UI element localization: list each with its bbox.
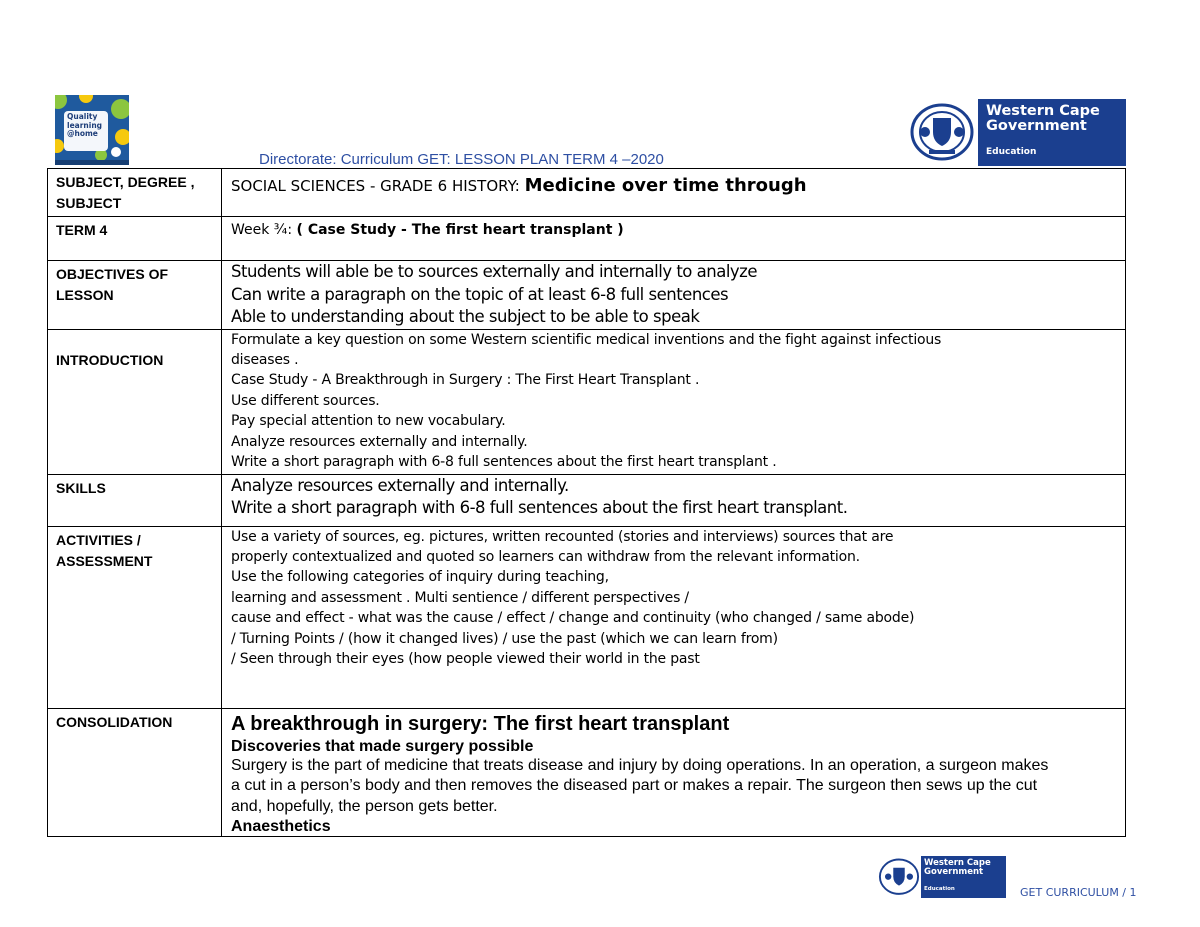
footer-wcg-crest (877, 856, 921, 898)
wcg-logo-name (986, 104, 1100, 134)
row-subject (48, 169, 1126, 217)
footer-coat-of-arms-icon (878, 857, 920, 897)
consolidation-body-line: Surgery is the part of medicine that treats disease and injury by doing operations. In an operation, a surgeon makes (231, 756, 1049, 774)
cell-subject (222, 169, 1126, 217)
cell-introduction (222, 329, 1126, 474)
consolidation-body-line: and, hopefully, the person gets better. (231, 797, 498, 815)
label-subject: SUBJECT, DEGREE , SUBJECT (48, 169, 222, 217)
lesson-plan-table (47, 168, 1126, 837)
intro-line: diseases . (231, 351, 299, 368)
activity-line: Use a variety of sources, eg. pictures, written recounted (stories and interviews) sources that are (231, 528, 894, 545)
wcg-line2: Government (986, 118, 1087, 134)
objective-line: Can write a paragraph on the topic of at least 6-8 full sentences (231, 284, 729, 304)
intro-line: Write a short paragraph with 6-8 full sentences about the first heart transplant . (231, 453, 777, 470)
activity-line: Use the following categories of inquiry during teaching, (231, 569, 609, 586)
row-term (48, 217, 1126, 261)
label-introduction: INTRODUCTION (48, 329, 222, 474)
term-week: Week ¾: (231, 222, 297, 238)
skill-line: Write a short paragraph with 6-8 full sentences about the first heart transplant. (231, 498, 848, 517)
intro-line: Case Study - A Breakthrough in Surgery : The First Heart Transplant . (231, 372, 700, 389)
activity-line: cause and effect - what was the cause / effect / change and continuity (who changed / same abode) (231, 610, 915, 627)
label-skills: SKILLS (48, 474, 222, 526)
footer-wcg-logo (877, 856, 1006, 898)
cell-consolidation (222, 708, 1126, 837)
subject-prefix: SOCIAL SCIENCES - GRADE 6 HISTORY: (231, 177, 525, 195)
wcg-logo-sub: Education (986, 147, 1037, 157)
activity-line: properly contextualized and quoted so learners can withdraw from the relevant information. (231, 548, 860, 565)
cell-objectives (222, 261, 1126, 330)
quality-learning-panel (64, 111, 108, 151)
footer-wcg-line1: Western Cape (924, 858, 991, 868)
footer-wcg-sub: Education (924, 886, 955, 892)
ql-line1: Quality (67, 112, 98, 121)
intro-line: Formulate a key question on some Western scientific medical inventions and the fight against infectious (231, 331, 942, 348)
cell-term (222, 217, 1126, 261)
quality-learning-logo (55, 95, 129, 165)
label-term: TERM 4 (48, 217, 222, 261)
term-line (231, 217, 1119, 238)
wcg-logo (906, 99, 1126, 166)
consolidation-title: A breakthrough in surgery: The first heart transplant (231, 712, 730, 735)
row-consolidation (48, 708, 1126, 837)
cell-skills (222, 474, 1126, 526)
page-footer-label: GET CURRICULUM / 1 (1020, 886, 1137, 899)
cell-activities (222, 526, 1126, 708)
intro-line: Pay special attention to new vocabulary. (231, 413, 506, 430)
row-skills (48, 474, 1126, 526)
activity-line: learning and assessment . Multi sentience / different perspectives / (231, 589, 689, 606)
ql-line2: learning (67, 120, 103, 130)
objective-line: Students will able be to sources externally and internally to analyze (231, 262, 757, 281)
ql-line3: @home (67, 129, 98, 139)
row-objectives (48, 261, 1126, 330)
label-consolidation: CONSOLIDATION (48, 708, 222, 837)
subject-title: Medicine over time through (524, 175, 807, 196)
objective-line: Able to understanding about the subject to be able to speak (231, 307, 700, 326)
coat-of-arms-icon (909, 102, 975, 163)
wcg-crest (906, 99, 978, 166)
wcg-line1: Western Cape (986, 103, 1100, 119)
footer-wcg-line2: Government (924, 867, 984, 877)
row-introduction (48, 329, 1126, 474)
footer-wcg-name (924, 859, 991, 877)
skill-line: Analyze resources externally and internally. (231, 475, 569, 495)
activity-line: / Seen through their eyes (how people viewed their world in the past (231, 650, 700, 667)
label-objectives: OBJECTIVES OF LESSON (48, 261, 222, 330)
activity-line: / Turning Points / (how it changed lives) / use the past (which we can learn from) (231, 630, 778, 647)
row-activities (48, 526, 1126, 708)
intro-line: Use different sources. (231, 392, 380, 409)
consolidation-body-line: a cut in a person’s body and then removes the diseased part or makes a repair. The surgeon then sews up the cut (231, 777, 1038, 794)
consolidation-subtitle-anaesthetics: Anaesthetics (231, 818, 331, 835)
directorate-heading: Directorate: Curriculum GET: LESSON PLAN TERM 4 –2020 (259, 151, 664, 168)
ql-footer-bar (55, 160, 129, 165)
term-case: ( Case Study - The first heart transplant ) (296, 222, 624, 238)
intro-line: Analyze resources externally and internally. (231, 433, 528, 450)
consolidation-subtitle: Discoveries that made surgery possible (231, 737, 534, 755)
subject-line (231, 169, 1119, 196)
label-activities: ACTIVITIES / ASSESSMENT (48, 526, 222, 708)
